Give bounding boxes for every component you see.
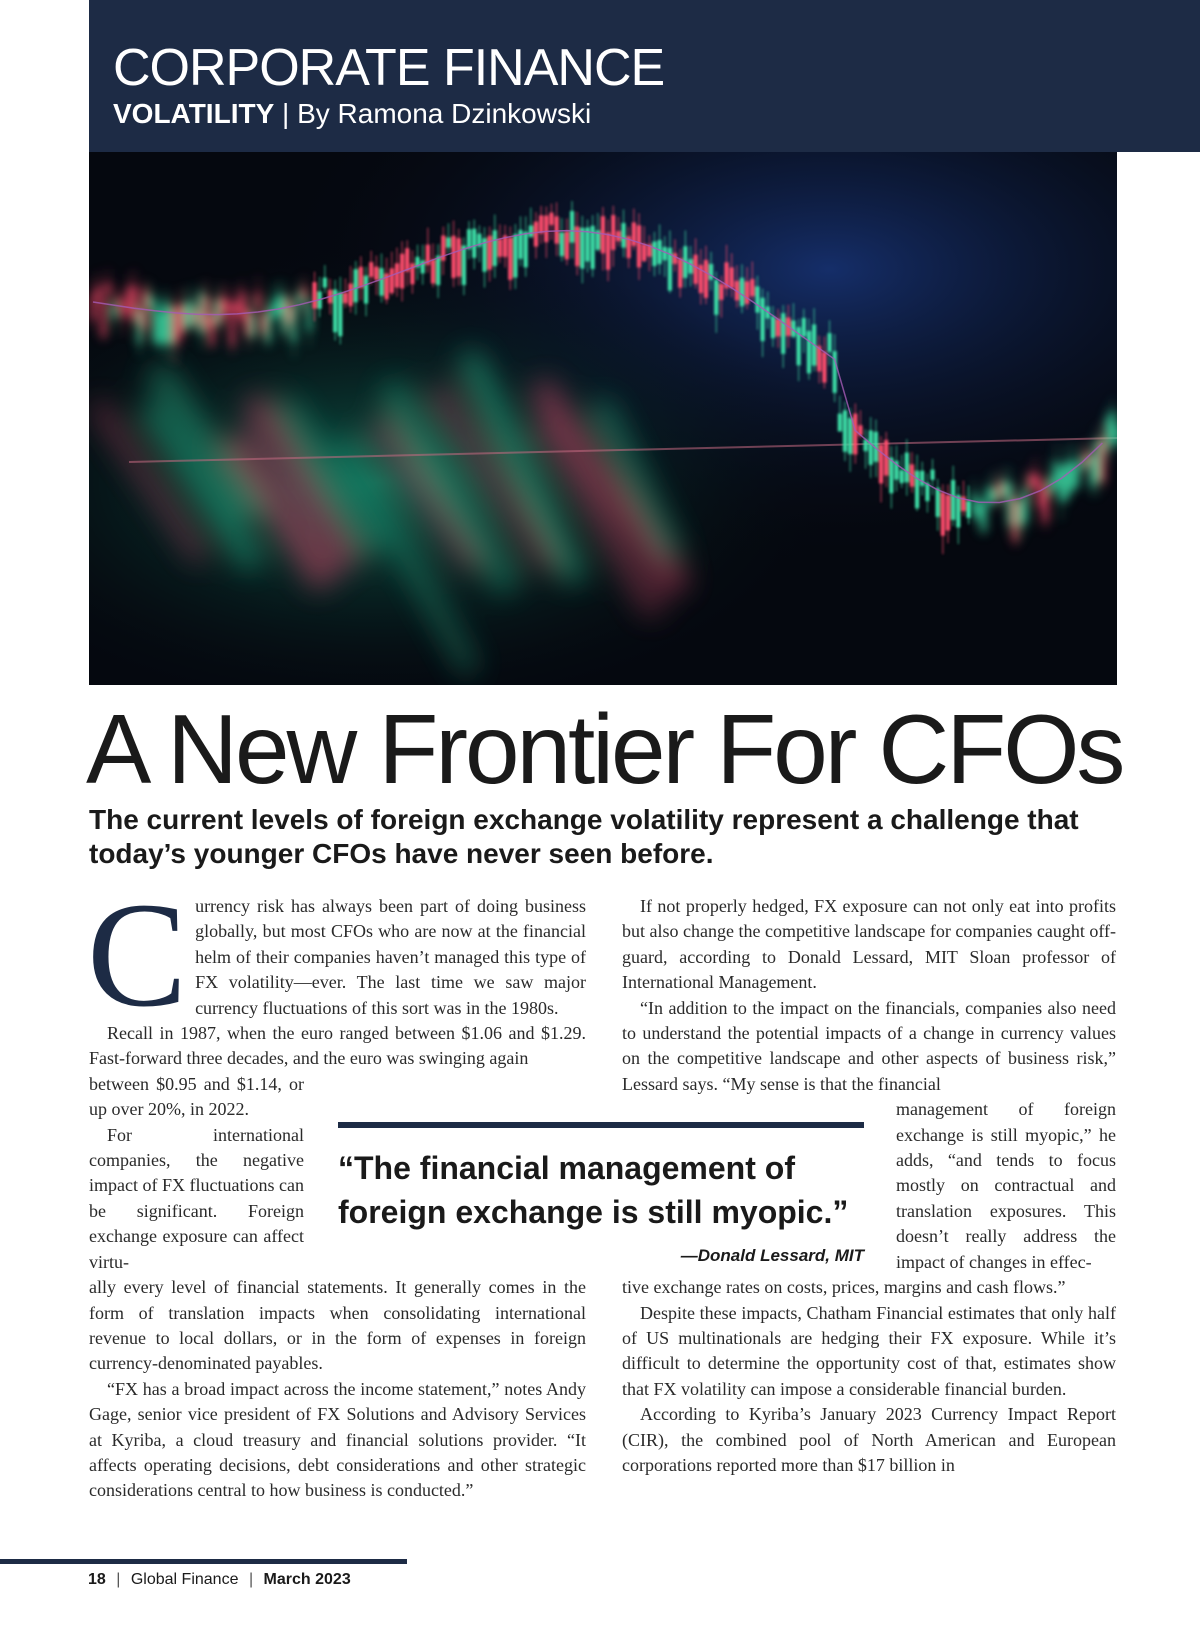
candle-body [215,301,219,325]
candle-body [1023,489,1027,523]
candle-body [457,238,461,277]
paragraph: ally every level of financial statements. It generally comes in the form of translation impacts when consolidating international revenue to local dollars, or in the form of expenses in foreign currency-denominated payables. [89,1277,586,1374]
footer-separator: | [248,1571,254,1588]
candle-body [694,255,698,284]
paragraph: tive exchange rates on costs, prices, margins and cash flows.” [622,1277,1066,1298]
candle-body [549,213,553,225]
candle-body [369,262,373,277]
candle-body [776,319,780,337]
candle-body [524,232,528,268]
candle-body [179,305,183,337]
candle-body [565,231,569,259]
candle-body [977,502,981,520]
pull-quote-text: “The financial management of foreign exchange is still myopic.” [338,1150,849,1230]
candle-body [755,286,759,312]
candle-body [539,215,543,233]
paragraph: between $0.95 and $1.14, or up over 20%, in 2022. [89,1073,304,1120]
footer-separator: | [116,1571,121,1588]
footer-rule [0,1559,407,1564]
candle-body [781,313,785,354]
candle-body [354,269,358,302]
candle-body [359,267,363,288]
paragraph: “In addition to the impact on the financials, companies also need to understand the potential impacts of a change in currency values on the competitive landscape and other aspects of business risk,” Lessard says. “My sense is that the financial [622,997,1116,1094]
candle-body [719,284,723,300]
candle-body [204,296,208,328]
candle-body [992,489,996,504]
headline: A New Frontier For CFOs [86,694,1123,804]
candle-body [1111,411,1115,442]
candle-body [1100,439,1104,482]
candle-body [493,230,497,266]
candle-body [467,229,471,249]
candle-body [580,228,584,269]
candle-body [900,470,904,483]
candle-body [997,482,1001,497]
candle-body [709,264,713,280]
candle-body [112,304,116,319]
candle-body [853,414,857,455]
publication-name: Global Finance [130,1571,239,1588]
candle-body [1039,481,1043,509]
candle-body [987,487,991,503]
candle-body [730,267,734,288]
candle-body [472,229,476,258]
hero-image-candlestick-chart [89,152,1117,685]
candle-body [555,216,559,243]
candle-body [91,294,95,320]
candle-body [632,222,636,246]
candle-body [982,501,986,531]
byline [113,100,591,128]
candle-body [637,225,641,267]
candle-body [143,289,147,329]
paragraph: According to Kyriba’s January 2023 Currency Impact Report (CIR), the combined pool of North American and European corporations reported more than $17 billion in [622,1404,1116,1475]
candle-body [96,287,100,298]
candle-body [652,241,656,266]
candle-body [802,318,806,337]
candle-body [833,351,837,393]
candle-body [915,471,919,509]
candle-body [137,310,141,344]
candle-body [153,302,157,343]
candle-body [663,247,667,260]
candle-body [972,492,976,514]
candle-body [364,276,368,304]
candle-body [642,244,646,261]
candle-body [1018,501,1022,527]
candle-body [745,281,749,304]
candle-body [544,216,548,243]
candle-body [1028,474,1032,488]
candle-body [452,236,456,278]
candle-body [338,292,342,336]
candle-body [946,495,950,531]
candle-body [1013,499,1017,542]
candle-body [941,492,945,535]
candle-body [230,306,234,347]
candle-body [292,307,296,343]
paragraph: “FX has a broad impact across the income statement,” notes Andy Gage, senior vice president of FX Solutions and Advisory Services at Kyriba, a cloud treasury and financial solutions provider. “It affects operating decisions, debt considerations and other strategic considerations central to how business is conducted.” [89,1378,586,1501]
candle-body [323,278,327,288]
candle-body [163,301,167,344]
candle-body [312,282,316,308]
candle-body [276,295,280,316]
candle-body [1008,483,1012,525]
candle-body [570,211,574,243]
paragraph: Despite these impacts, Chatham Financial estimates that only half of US multinationals are hedging their FX exposure. While it’s difficult to determine the opportunity cost of that, estimates show that FX volatility can impose a considerable financial burden. [622,1302,1116,1399]
candle-body [349,284,353,307]
candle-body [343,293,347,304]
candle-body [936,488,940,517]
category-label: VOLATILITY [113,98,275,129]
candle-body [446,238,450,248]
candle-body [251,314,255,337]
candle-body [282,295,286,333]
candle-body [740,278,744,306]
candle-body [261,313,265,332]
drop-cap: C [87,872,188,1038]
candle-body [1059,468,1063,502]
candle-body [575,226,579,266]
candle-body [838,414,842,432]
candle-body [395,263,399,287]
paragraph: If not properly hedged, FX exposure can not only eat into profits but also change the competitive landscape for companies caught off-guard, according to Donald Lessard, MIT Sloan professor of International Management. [622,896,1116,993]
paragraph: management of foreign exchange is still myopic,” he adds, “and tends to focus mostly on contractual and translation exposures. This doesn’t really address the impact of changes in effec- [896,1099,1116,1272]
paragraph: For international companies, the negative impact of FX fluctuations can be significant. Foreign exchange exposure can affect virtu- [89,1124,304,1272]
candle-body [199,292,203,335]
page-number: 18 [88,1571,106,1588]
candle-body [513,234,517,277]
candle-body [905,453,909,483]
candle-body [606,233,610,270]
candle-body [302,287,306,299]
paragraph: urrency risk has always been part of doing business globally, but most CFOs who are now at the financial helm of their companies haven’t managed this type of FX volatility—ever. The last time we saw major currency fluctuations of this sort was in the 1980s. [195,896,586,1018]
candle-body [704,260,708,298]
candle-body [1064,463,1068,500]
candle-body [184,304,188,329]
candle-body [714,280,718,315]
candle-body [848,418,852,454]
candle-body [1054,462,1058,488]
candle-body [498,239,502,257]
candle-body [822,352,826,383]
candle-body [256,291,260,308]
candle-body [106,282,110,295]
candle-body [807,331,811,373]
candle-body [1090,456,1094,488]
pull-quote-attribution: —Donald Lessard, MIT [680,1246,864,1265]
candle-body [436,256,440,285]
candle-body [673,253,677,264]
candle-body [462,245,466,285]
candle-body [611,215,615,250]
page-footer [88,1571,351,1589]
issue-date: March 2023 [263,1571,351,1588]
byline-separator: | [282,98,290,129]
candle-body [431,259,435,283]
candle-body [379,268,383,296]
candle-body [240,291,244,319]
candle-body [529,225,533,236]
candle-body [560,232,564,256]
candle-body [307,301,311,332]
candle-body [658,240,662,264]
candle-body [508,238,512,280]
candle-body [771,316,775,338]
candle-body [374,267,378,280]
paragraph: Recall in 1987, when the euro ranged between $1.06 and $1.29. Fast-forward three decades, and the euro was swinging again [89,1023,586,1069]
candle-body [225,300,229,311]
candle-body [761,298,765,341]
candle-body [1106,417,1110,451]
candle-body [967,501,971,518]
candle-body [1070,460,1074,492]
candle-body [287,300,291,323]
pull-quote [338,1122,864,1266]
deck-subheading: The current levels of foreign exchange volatility represent a challenge that today’s younger CFOs have never seen before. [89,804,1079,869]
candle-body [390,268,394,293]
candle-body [1116,425,1117,445]
candle-body [956,495,960,527]
candle-body [951,480,955,520]
candle-body [158,312,162,345]
candle-body [930,470,934,480]
candle-body [920,471,924,486]
candle-body [209,315,213,345]
candle-body [1003,480,1007,496]
candle-body [678,258,682,287]
section-title: CORPORATE FINANCE [113,39,665,97]
candle-body [534,222,538,247]
candle-body [132,285,136,321]
candle-body [148,295,152,306]
candle-body [688,259,692,274]
candle-body [843,410,847,452]
candle-body [869,430,873,465]
candle-body [194,309,198,325]
candle-body [1044,489,1048,522]
candle-body [220,296,224,322]
candle-body [266,312,270,343]
candle-body [889,458,893,494]
author-name: By Ramona Dzinkowski [297,98,592,129]
candle-body [621,223,625,248]
candle-body [235,301,239,312]
pull-quote-rule [338,1122,864,1128]
candle-body [750,279,754,296]
candle-body [1033,473,1037,487]
candle-body [827,333,831,352]
